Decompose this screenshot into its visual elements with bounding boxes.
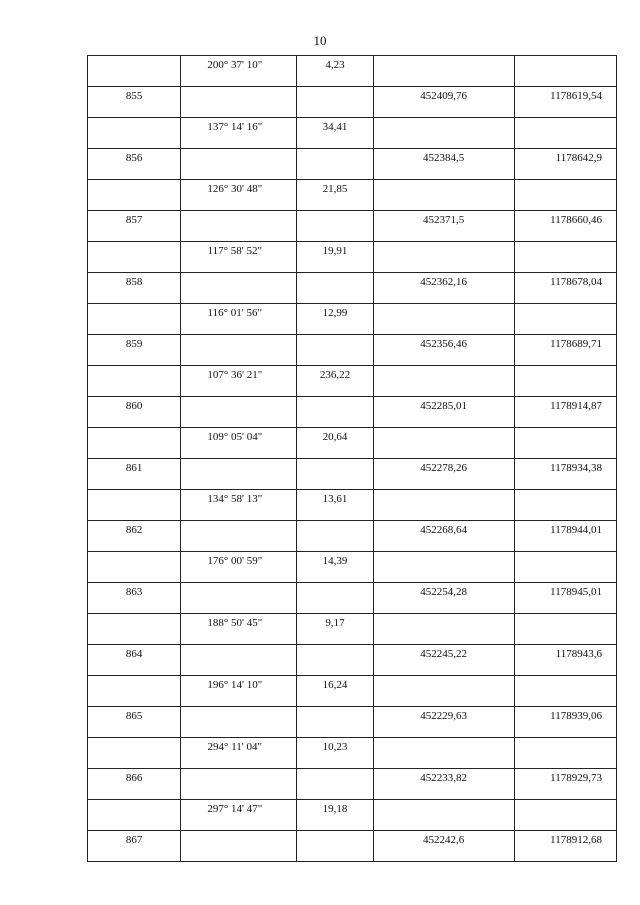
x-coordinate-cell-text: 452254,28 (420, 586, 468, 598)
distance-cell (297, 738, 373, 769)
distance-cell-text (297, 335, 372, 338)
y-coordinate-cell-text (515, 738, 616, 741)
x-coordinate-cell (373, 304, 514, 335)
y-coordinate-cell (514, 273, 616, 304)
distance-cell (297, 800, 373, 831)
y-coordinate-cell-text: 1178939,06 (550, 710, 602, 722)
distance-cell (297, 552, 373, 583)
point-number-cell-text: 856 (125, 152, 143, 164)
bearing-angle-cell (181, 738, 297, 769)
table-row (88, 273, 617, 304)
bearing-angle-cell-text (181, 335, 296, 338)
y-coordinate-cell (514, 490, 616, 521)
distance-cell (297, 707, 373, 738)
bearing-angle-cell-text: 297° 14' 47" (207, 803, 263, 815)
x-coordinate-cell (373, 428, 514, 459)
x-coordinate-cell (373, 56, 514, 87)
point-number-cell (88, 645, 181, 676)
x-coordinate-cell-text: 452268,64 (420, 524, 468, 536)
bearing-angle-cell (181, 180, 297, 211)
distance-cell (297, 118, 373, 149)
x-coordinate-cell-text (374, 428, 514, 431)
point-number-cell (88, 800, 181, 831)
distance-cell-text: 13,61 (322, 493, 348, 505)
bearing-angle-cell (181, 56, 297, 87)
x-coordinate-cell-text (374, 242, 514, 245)
x-coordinate-cell (373, 397, 514, 428)
x-coordinate-cell-text: 452384,5 (423, 152, 465, 164)
x-coordinate-cell-text (374, 552, 514, 555)
x-coordinate-cell-text (374, 800, 514, 803)
point-number-cell (88, 56, 181, 87)
distance-cell-text: 19,91 (322, 245, 348, 257)
x-coordinate-cell (373, 831, 514, 862)
table-row (88, 676, 617, 707)
bearing-angle-cell (181, 242, 297, 273)
point-number-cell (88, 211, 181, 242)
point-number-cell-text: 858 (125, 276, 143, 288)
point-number-cell (88, 738, 181, 769)
bearing-angle-cell-text: 137° 14' 16" (207, 121, 263, 133)
bearing-angle-cell (181, 428, 297, 459)
y-coordinate-cell (514, 831, 616, 862)
table-row (88, 180, 617, 211)
x-coordinate-cell (373, 211, 514, 242)
table-row (88, 304, 617, 335)
point-number-cell (88, 521, 181, 552)
table-row (88, 552, 617, 583)
x-coordinate-cell-text (374, 56, 514, 59)
point-number-cell-text: 860 (125, 400, 143, 412)
x-coordinate-cell-text: 452371,5 (423, 214, 465, 226)
point-number-cell (88, 397, 181, 428)
bearing-angle-cell (181, 211, 297, 242)
distance-cell (297, 676, 373, 707)
distance-cell-text (297, 87, 372, 90)
y-coordinate-cell (514, 800, 616, 831)
distance-cell (297, 366, 373, 397)
table-row (88, 428, 617, 459)
table-row (88, 118, 617, 149)
table-row (88, 831, 617, 862)
y-coordinate-cell (514, 645, 616, 676)
distance-cell (297, 304, 373, 335)
y-coordinate-cell (514, 459, 616, 490)
table-row (88, 490, 617, 521)
bearing-angle-cell-text: 176° 00' 59" (207, 555, 263, 567)
x-coordinate-cell (373, 335, 514, 366)
y-coordinate-cell (514, 397, 616, 428)
bearing-angle-cell (181, 118, 297, 149)
y-coordinate-cell (514, 87, 616, 118)
x-coordinate-cell-text: 452245,22 (420, 648, 468, 660)
bearing-angle-cell-text: 117° 58' 52" (207, 245, 263, 257)
point-number-cell-text (88, 242, 180, 245)
point-number-cell-text (88, 676, 180, 679)
y-coordinate-cell-text: 1178912,68 (550, 834, 602, 846)
distance-cell (297, 428, 373, 459)
table-row (88, 211, 617, 242)
distance-cell-text: 16,24 (322, 679, 348, 691)
distance-cell-text (297, 149, 372, 152)
y-coordinate-cell (514, 614, 616, 645)
y-coordinate-cell-text (515, 800, 616, 803)
distance-cell-text: 20,64 (322, 431, 348, 443)
x-coordinate-cell-text (374, 676, 514, 679)
y-coordinate-cell (514, 583, 616, 614)
bearing-angle-cell-text (181, 583, 296, 586)
point-number-cell-text: 863 (125, 586, 143, 598)
point-number-cell-text: 857 (125, 214, 143, 226)
distance-cell-text: 34,41 (322, 121, 348, 133)
x-coordinate-cell-text (374, 614, 514, 617)
y-coordinate-cell-text: 1178945,01 (550, 586, 602, 598)
x-coordinate-cell-text (374, 738, 514, 741)
point-number-cell (88, 552, 181, 583)
point-number-cell (88, 366, 181, 397)
y-coordinate-cell-text (515, 366, 616, 369)
y-coordinate-cell (514, 118, 616, 149)
distance-cell (297, 490, 373, 521)
bearing-angle-cell-text: 107° 36' 21" (207, 369, 263, 381)
bearing-angle-cell (181, 490, 297, 521)
x-coordinate-cell-text: 452285,01 (420, 400, 468, 412)
bearing-angle-cell-text (181, 459, 296, 462)
y-coordinate-cell (514, 769, 616, 800)
x-coordinate-cell-text (374, 304, 514, 307)
bearing-angle-cell (181, 335, 297, 366)
bearing-angle-cell (181, 552, 297, 583)
table-row (88, 800, 617, 831)
bearing-angle-cell (181, 614, 297, 645)
distance-cell (297, 273, 373, 304)
table-row (88, 335, 617, 366)
point-number-cell (88, 273, 181, 304)
distance-cell (297, 645, 373, 676)
y-coordinate-cell-text (515, 242, 616, 245)
y-coordinate-cell (514, 180, 616, 211)
distance-cell-text (297, 583, 372, 586)
distance-cell-text: 12,99 (322, 307, 348, 319)
point-number-cell (88, 459, 181, 490)
y-coordinate-cell (514, 738, 616, 769)
y-coordinate-cell (514, 521, 616, 552)
coordinates-table (87, 55, 617, 862)
y-coordinate-cell (514, 552, 616, 583)
point-number-cell (88, 769, 181, 800)
x-coordinate-cell (373, 273, 514, 304)
x-coordinate-cell-text: 452278,26 (420, 462, 468, 474)
x-coordinate-cell (373, 707, 514, 738)
table-row (88, 521, 617, 552)
y-coordinate-cell-text: 1178934,38 (550, 462, 602, 474)
point-number-cell-text (88, 118, 180, 121)
y-coordinate-cell (514, 676, 616, 707)
distance-cell (297, 87, 373, 118)
distance-cell (297, 56, 373, 87)
y-coordinate-cell (514, 707, 616, 738)
distance-cell (297, 149, 373, 180)
bearing-angle-cell-text: 126° 30' 48" (207, 183, 263, 195)
bearing-angle-cell (181, 583, 297, 614)
x-coordinate-cell-text: 452362,16 (420, 276, 468, 288)
point-number-cell (88, 335, 181, 366)
bearing-angle-cell-text: 200° 37' 10" (207, 59, 263, 71)
y-coordinate-cell-text: 1178944,01 (550, 524, 602, 536)
table-row (88, 56, 617, 87)
y-coordinate-cell-text (515, 490, 616, 493)
bearing-angle-cell (181, 397, 297, 428)
distance-cell (297, 769, 373, 800)
y-coordinate-cell-text: 1178619,54 (550, 90, 602, 102)
y-coordinate-cell (514, 242, 616, 273)
point-number-cell (88, 490, 181, 521)
bearing-angle-cell (181, 273, 297, 304)
distance-cell-text (297, 211, 372, 214)
distance-cell-text (297, 521, 372, 524)
x-coordinate-cell (373, 490, 514, 521)
y-coordinate-cell-text: 1178929,73 (550, 772, 602, 784)
point-number-cell (88, 180, 181, 211)
y-coordinate-cell (514, 335, 616, 366)
table-row (88, 738, 617, 769)
point-number-cell-text (88, 490, 180, 493)
table-row (88, 707, 617, 738)
x-coordinate-cell-text: 452409,76 (420, 90, 468, 102)
y-coordinate-cell (514, 366, 616, 397)
table-row (88, 397, 617, 428)
table-row (88, 583, 617, 614)
point-number-cell-text: 864 (125, 648, 143, 660)
distance-cell (297, 459, 373, 490)
distance-cell (297, 521, 373, 552)
bearing-angle-cell (181, 366, 297, 397)
distance-cell (297, 397, 373, 428)
point-number-cell (88, 118, 181, 149)
point-number-cell (88, 242, 181, 273)
point-number-cell-text (88, 428, 180, 431)
x-coordinate-cell (373, 118, 514, 149)
table-row (88, 769, 617, 800)
bearing-angle-cell-text (181, 645, 296, 648)
distance-cell-text (297, 459, 372, 462)
point-number-cell (88, 149, 181, 180)
table-row (88, 614, 617, 645)
bearing-angle-cell (181, 800, 297, 831)
bearing-angle-cell-text (181, 397, 296, 400)
x-coordinate-cell (373, 242, 514, 273)
bearing-angle-cell-text (181, 149, 296, 152)
y-coordinate-cell (514, 149, 616, 180)
bearing-angle-cell-text (181, 831, 296, 834)
bearing-angle-cell (181, 831, 297, 862)
x-coordinate-cell-text: 452242,6 (423, 834, 465, 846)
y-coordinate-cell-text: 1178943,6 (555, 648, 602, 660)
y-coordinate-cell-text (515, 56, 616, 59)
y-coordinate-cell-text: 1178914,87 (550, 400, 602, 412)
point-number-cell (88, 583, 181, 614)
point-number-cell-text (88, 552, 180, 555)
bearing-angle-cell-text (181, 87, 296, 90)
distance-cell (297, 211, 373, 242)
x-coordinate-cell (373, 552, 514, 583)
point-number-cell-text: 866 (125, 772, 143, 784)
point-number-cell-text: 861 (125, 462, 143, 474)
y-coordinate-cell-text (515, 614, 616, 617)
table-row (88, 366, 617, 397)
distance-cell-text: 9,17 (325, 617, 345, 629)
point-number-cell (88, 87, 181, 118)
distance-cell-text (297, 273, 372, 276)
point-number-cell (88, 304, 181, 335)
x-coordinate-cell-text (374, 118, 514, 121)
bearing-angle-cell (181, 676, 297, 707)
y-coordinate-cell (514, 428, 616, 459)
distance-cell-text (297, 397, 372, 400)
bearing-angle-cell (181, 769, 297, 800)
x-coordinate-cell-text: 452229,63 (420, 710, 468, 722)
distance-cell-text: 14,39 (322, 555, 348, 567)
distance-cell (297, 335, 373, 366)
bearing-angle-cell (181, 521, 297, 552)
distance-cell (297, 831, 373, 862)
y-coordinate-cell-text: 1178689,71 (550, 338, 602, 350)
point-number-cell (88, 428, 181, 459)
y-coordinate-cell-text (515, 428, 616, 431)
y-coordinate-cell-text (515, 118, 616, 121)
bearing-angle-cell-text: 196° 14' 10" (207, 679, 263, 691)
distance-cell (297, 583, 373, 614)
x-coordinate-cell (373, 521, 514, 552)
y-coordinate-cell (514, 211, 616, 242)
bearing-angle-cell (181, 304, 297, 335)
bearing-angle-cell-text: 134° 58' 13" (207, 493, 263, 505)
distance-cell-text (297, 769, 372, 772)
x-coordinate-cell (373, 583, 514, 614)
bearing-angle-cell (181, 149, 297, 180)
distance-cell (297, 242, 373, 273)
bearing-angle-cell (181, 645, 297, 676)
point-number-cell (88, 676, 181, 707)
point-number-cell (88, 707, 181, 738)
point-number-cell-text (88, 56, 180, 59)
bearing-angle-cell-text (181, 273, 296, 276)
bearing-angle-cell-text: 188° 50' 45" (207, 617, 263, 629)
x-coordinate-cell (373, 738, 514, 769)
table-row (88, 242, 617, 273)
y-coordinate-cell-text (515, 304, 616, 307)
point-number-cell-text: 862 (125, 524, 143, 536)
x-coordinate-cell-text (374, 490, 514, 493)
point-number-cell-text (88, 366, 180, 369)
x-coordinate-cell-text (374, 366, 514, 369)
bearing-angle-cell (181, 459, 297, 490)
point-number-cell-text: 859 (125, 338, 143, 350)
x-coordinate-cell (373, 769, 514, 800)
table-row (88, 149, 617, 180)
x-coordinate-cell (373, 645, 514, 676)
distance-cell-text (297, 831, 372, 834)
point-number-cell-text (88, 800, 180, 803)
bearing-angle-cell-text: 109° 05' 04" (207, 431, 263, 443)
distance-cell-text (297, 707, 372, 710)
y-coordinate-cell-text: 1178678,04 (550, 276, 602, 288)
distance-cell-text: 10,23 (322, 741, 348, 753)
y-coordinate-cell (514, 56, 616, 87)
bearing-angle-cell-text (181, 211, 296, 214)
x-coordinate-cell (373, 676, 514, 707)
x-coordinate-cell (373, 180, 514, 211)
point-number-cell-text (88, 304, 180, 307)
table-row (88, 87, 617, 118)
x-coordinate-cell-text: 452233,82 (420, 772, 468, 784)
y-coordinate-cell (514, 304, 616, 335)
table-row (88, 645, 617, 676)
y-coordinate-cell-text (515, 676, 616, 679)
distance-cell (297, 180, 373, 211)
coordinates-table-body (88, 56, 617, 862)
point-number-cell (88, 614, 181, 645)
y-coordinate-cell-text (515, 552, 616, 555)
bearing-angle-cell-text (181, 769, 296, 772)
x-coordinate-cell (373, 800, 514, 831)
x-coordinate-cell-text: 452356,46 (420, 338, 468, 350)
bearing-angle-cell (181, 87, 297, 118)
x-coordinate-cell (373, 459, 514, 490)
x-coordinate-cell (373, 149, 514, 180)
point-number-cell-text: 865 (125, 710, 143, 722)
bearing-angle-cell-text: 116° 01' 56" (207, 307, 263, 319)
y-coordinate-cell-text (515, 180, 616, 183)
page-number: 10 (313, 33, 327, 48)
bearing-angle-cell-text (181, 521, 296, 524)
distance-cell-text: 236,22 (319, 369, 351, 381)
point-number-cell-text (88, 738, 180, 741)
point-number-cell-text (88, 180, 180, 183)
point-number-cell (88, 831, 181, 862)
x-coordinate-cell (373, 366, 514, 397)
distance-cell-text: 21,85 (322, 183, 348, 195)
distance-cell-text (297, 645, 372, 648)
x-coordinate-cell-text (374, 180, 514, 183)
y-coordinate-cell-text: 1178642,9 (555, 152, 602, 164)
bearing-angle-cell-text: 294° 11' 04" (207, 741, 263, 753)
bearing-angle-cell-text (181, 707, 296, 710)
point-number-cell-text: 855 (125, 90, 143, 102)
bearing-angle-cell (181, 707, 297, 738)
y-coordinate-cell-text: 1178660,46 (550, 214, 602, 226)
distance-cell-text: 19,18 (322, 803, 348, 815)
distance-cell (297, 614, 373, 645)
distance-cell-text: 4,23 (325, 59, 345, 71)
x-coordinate-cell (373, 87, 514, 118)
point-number-cell-text: 867 (125, 834, 143, 846)
point-number-cell-text (88, 614, 180, 617)
x-coordinate-cell (373, 614, 514, 645)
table-row (88, 459, 617, 490)
